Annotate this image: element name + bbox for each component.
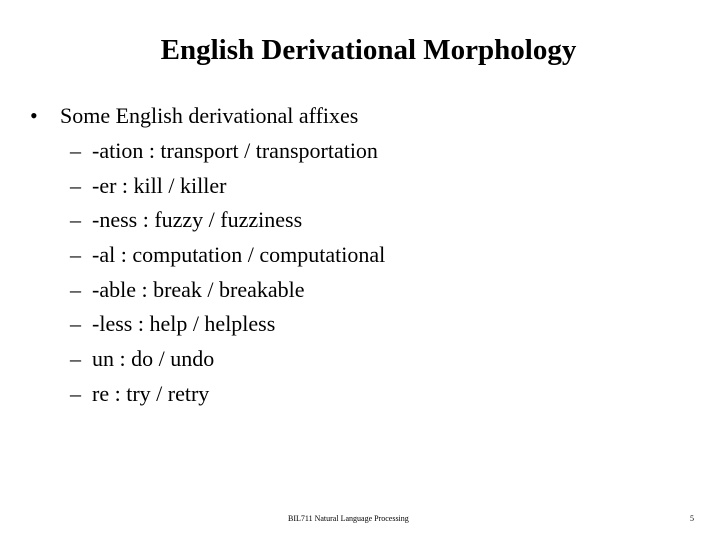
affix-item-ation: [70, 136, 385, 171]
affix-item-less: [70, 309, 385, 344]
dash-marker: –: [70, 242, 81, 268]
affix-text: -able : break / breakable: [92, 276, 305, 302]
affix-text: -ation : transport / transportation: [92, 138, 378, 163]
dash-marker: –: [70, 380, 81, 406]
affix-item-ness: [70, 205, 385, 240]
dash-marker: –: [70, 346, 81, 372]
affix-text: -er : kill / killer: [92, 172, 227, 198]
affix-item-able: [70, 275, 385, 310]
dash-marker: –: [70, 172, 81, 198]
page-number: 5: [690, 514, 694, 523]
dash-marker: –: [70, 138, 81, 163]
affix-item-re: [70, 379, 385, 414]
affix-text: -ness : fuzzy / fuzziness: [92, 207, 303, 233]
footer-course-name: BIL711 Natural Language Processing: [288, 514, 409, 523]
slide-title: English Derivational Morphology: [160, 34, 577, 66]
affix-item-un: [70, 344, 385, 379]
affix-item-er: [70, 171, 385, 206]
dash-marker: –: [70, 276, 81, 302]
affix-text: un : do / undo: [92, 346, 215, 372]
affix-text: -al : computation / computational: [92, 242, 386, 268]
main-bullet-text: Some English derivational affixes: [60, 103, 359, 128]
affix-text: -less : help / helpless: [92, 311, 276, 337]
affix-list: [70, 136, 385, 414]
affix-item-al: [70, 240, 385, 275]
bullet-marker: •: [30, 103, 38, 128]
dash-marker: –: [70, 207, 81, 233]
affix-text: re : try / retry: [92, 380, 210, 406]
main-bullet: [30, 101, 358, 131]
dash-marker: –: [70, 311, 81, 337]
